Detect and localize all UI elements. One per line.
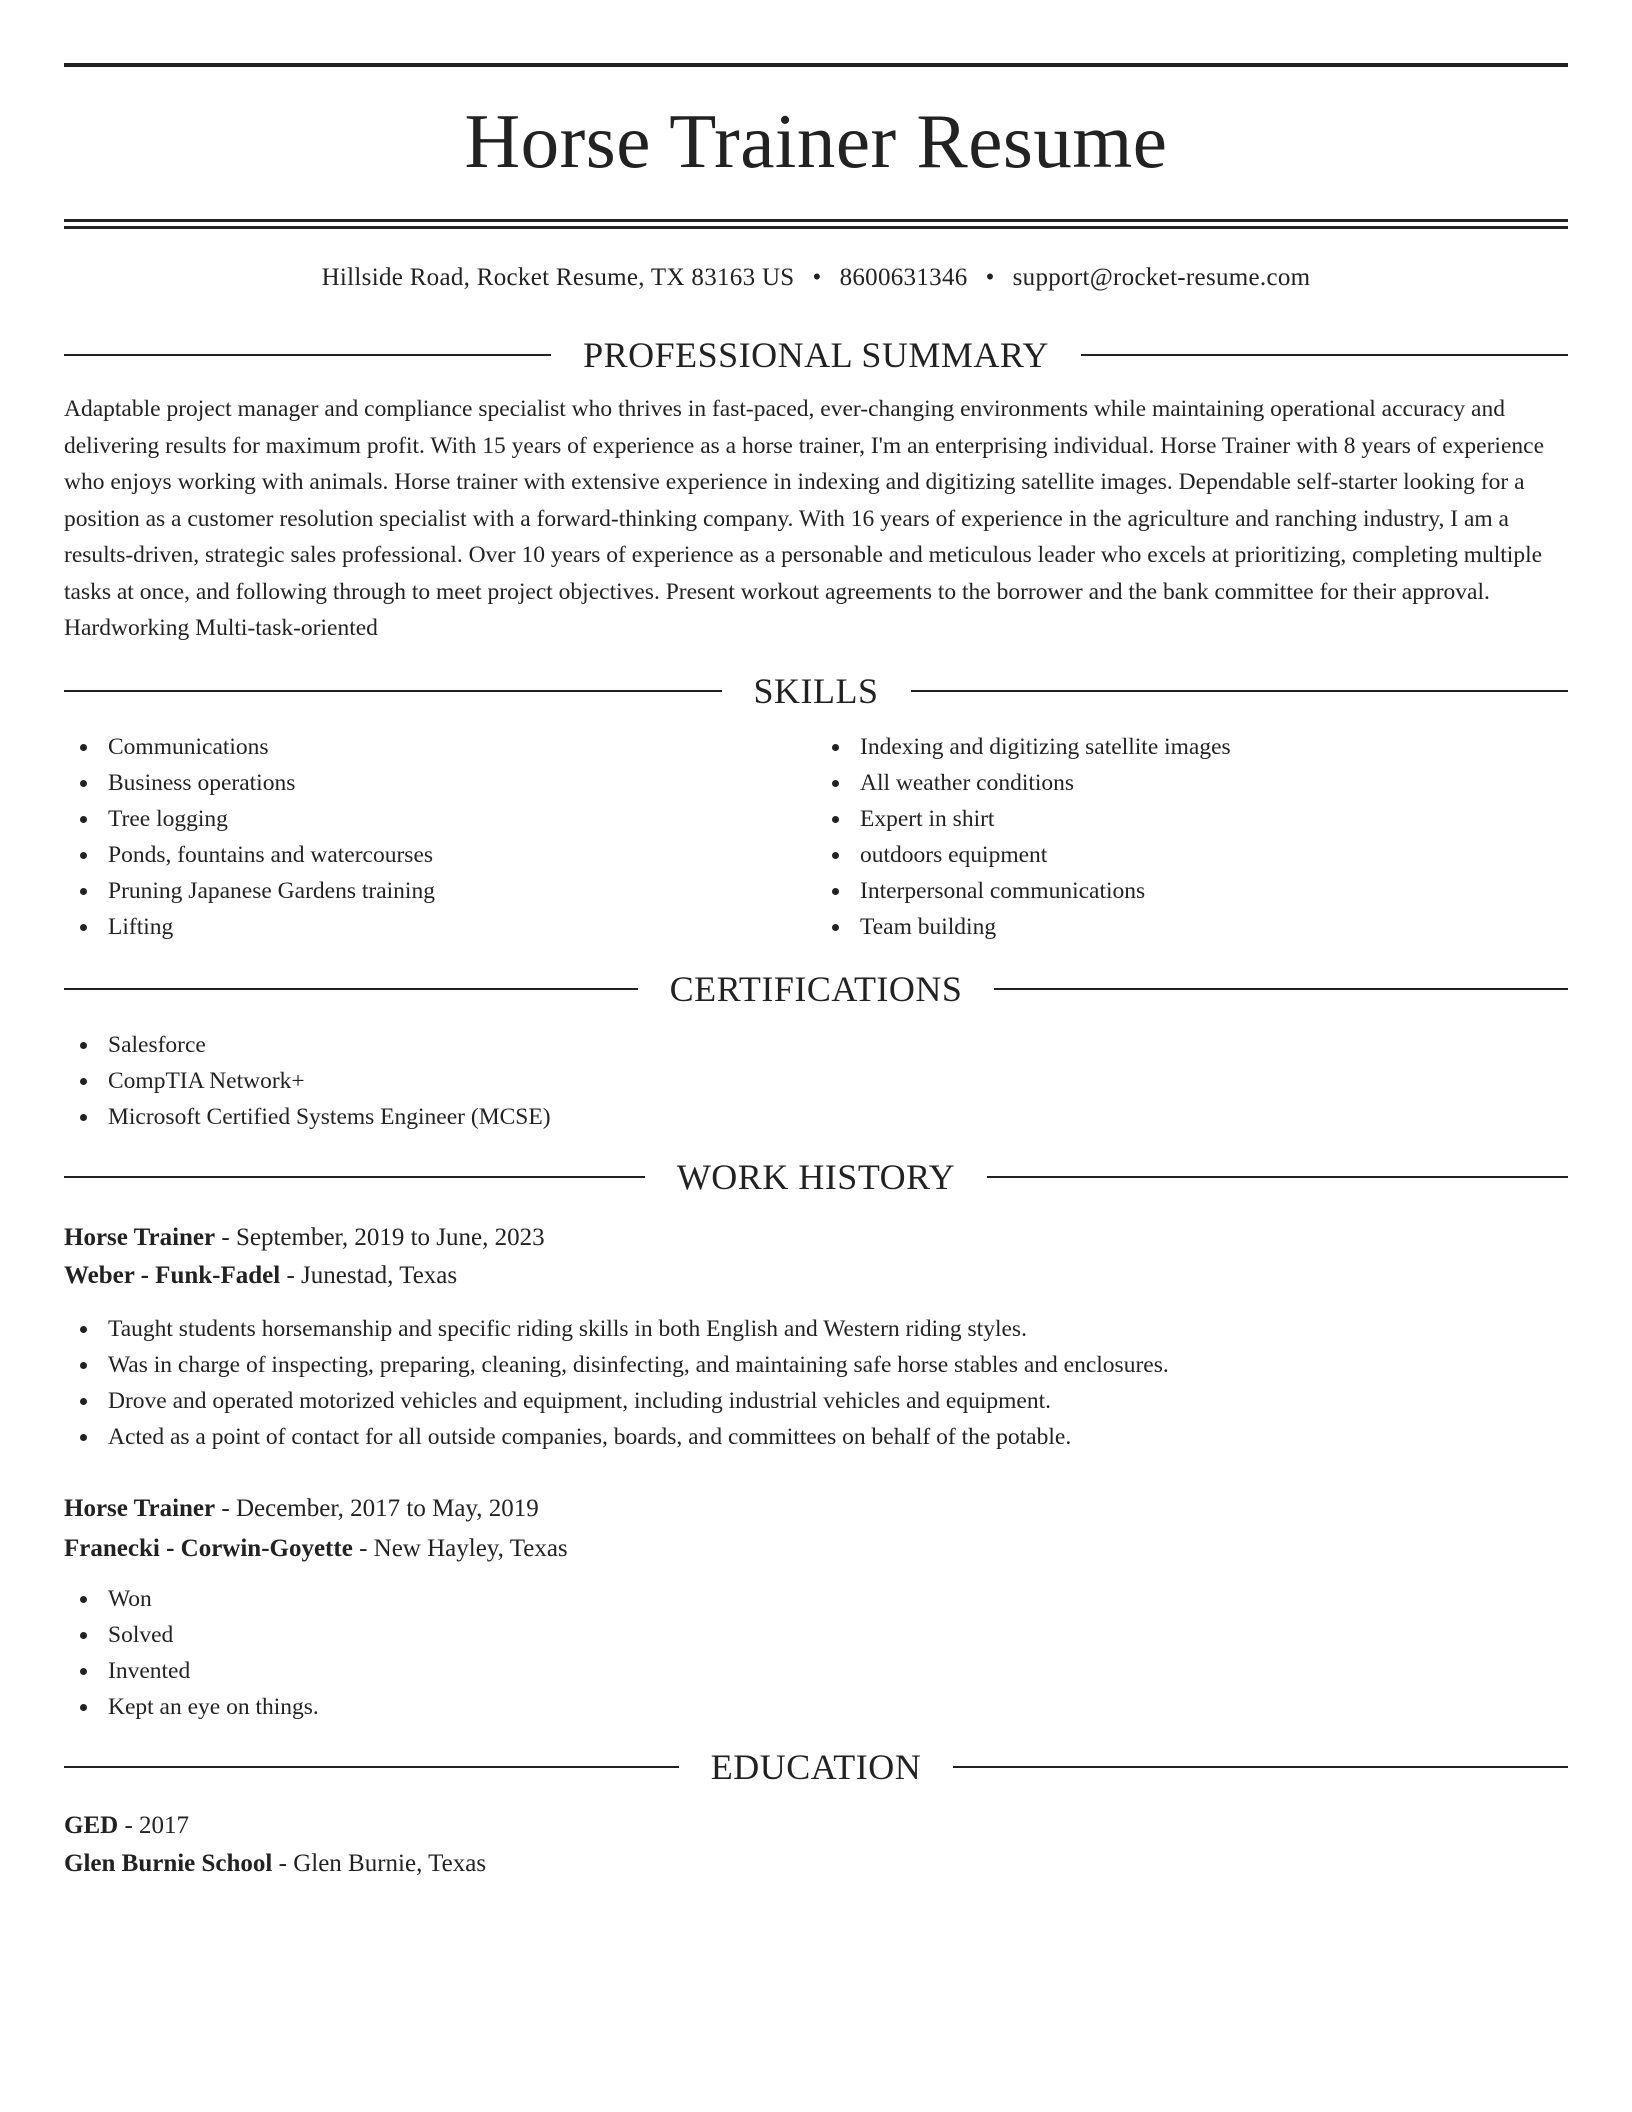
job-bullets [64, 1311, 1568, 1455]
section-rule [64, 1176, 645, 1178]
skill-item: Team building [816, 909, 1568, 945]
job-dates: - December, 2017 to May, 2019 [215, 1494, 539, 1522]
education-school-line [64, 1845, 1568, 1883]
skills-list-left [64, 729, 816, 945]
job-title: Horse Trainer [64, 1494, 216, 1522]
job-bullet: Was in charge of inspecting, preparing, cleaning, disinfecting, and maintaining safe horse stables and enclosures. [64, 1347, 1568, 1383]
section-rule [64, 988, 638, 990]
contact-separator: • [985, 264, 995, 291]
certification-item: Salesforce [64, 1027, 1568, 1063]
skill-item: Ponds, fountains and watercourses [64, 837, 816, 873]
section-rule [64, 690, 722, 692]
section-title-summary: PROFESSIONAL SUMMARY [583, 335, 1049, 375]
job-bullets [64, 1581, 1568, 1725]
contact-phone: 8600631346 [839, 264, 968, 291]
section-rule [994, 988, 1568, 990]
job-bullet: Kept an eye on things. [64, 1689, 1568, 1725]
title-double-rule [64, 219, 1568, 229]
skill-item: Tree logging [64, 801, 816, 837]
skill-item: Lifting [64, 909, 816, 945]
education-location: - Glen Burnie, Texas [272, 1849, 487, 1877]
job-title-line [64, 1219, 1568, 1257]
contact-separator: • [812, 264, 822, 291]
skills-list-right [816, 729, 1568, 945]
job-location: - Junestad, Texas [280, 1261, 458, 1289]
job-company: Weber - Funk-Fadel [64, 1261, 281, 1289]
section-rule [911, 690, 1569, 692]
education-degree: GED [64, 1811, 119, 1839]
skill-item: Business operations [64, 765, 816, 801]
section-title-skills: SKILLS [753, 670, 879, 711]
section-title-education: EDUCATION [710, 1746, 922, 1787]
section-header-education [64, 1743, 1568, 1791]
job-bullet: Drove and operated motorized vehicles and equipment, including industrial vehicles and equipment. [64, 1383, 1568, 1419]
summary-text: Adaptable project manager and compliance specialist who thrives in fast-paced, ever-changing environments while maintaining operational accuracy and delivering results for maximum profit. With 15 years of experience as a horse trainer, I'm an enterprising individual. Horse Trainer with 8 years of experience who enjoys working with animals. Horse trainer with extensive experience in indexing and digitizing satellite images. Dependable self-starter looking for a position as a customer resolution specialist with a forward-thinking company. With 16 years of experience in the agriculture and ranching industry, I am a results-driven, strategic sales professional. Over 10 years of experience as a personable and meticulous leader who excels at prioritizing, completing multiple tasks at once, and following through to meet project objectives. Present workout agreements to the borrower and the bank committee for their approval. Hardworking Multi-task-oriented [64, 396, 1545, 641]
section-header-summary [64, 331, 1568, 379]
job-company: Franecki - Corwin-Goyette [64, 1534, 353, 1562]
job-bullet: Solved [64, 1617, 1568, 1653]
job-title-line [64, 1489, 1568, 1529]
section-rule [987, 1176, 1568, 1178]
skill-item: Expert in shirt [816, 801, 1568, 837]
job-bullet: Invented [64, 1653, 1568, 1689]
education-year: - 2017 [118, 1811, 190, 1839]
skill-item: All weather conditions [816, 765, 1568, 801]
skill-item: Pruning Japanese Gardens training [64, 873, 816, 909]
skill-item: Interpersonal communications [816, 873, 1568, 909]
certifications-list [64, 1027, 1568, 1135]
education-entry [64, 1807, 1568, 1883]
section-title-certifications: CERTIFICATIONS [669, 968, 963, 1009]
top-rule [64, 63, 1568, 67]
certification-item: Microsoft Certified Systems Engineer (MCSE) [64, 1099, 1568, 1135]
section-header-certifications [64, 965, 1568, 1013]
certification-item: CompTIA Network+ [64, 1063, 1568, 1099]
skill-item: Indexing and digitizing satellite images [816, 729, 1568, 765]
job-company-line [64, 1529, 1568, 1569]
skills-grid [64, 729, 1568, 945]
resume-title: Horse Trainer Resume [464, 98, 1168, 184]
job-bullet: Taught students horsemanship and specific riding skills in both English and Western riding styles. [64, 1311, 1568, 1347]
section-header-skills [64, 667, 1568, 715]
contact-address: Hillside Road, Rocket Resume, TX 83163 US [321, 264, 795, 291]
education-degree-line [64, 1807, 1568, 1845]
section-rule [1081, 354, 1568, 356]
job-bullet: Acted as a point of contact for all outside companies, boards, and committees on behalf of the potable. [64, 1419, 1568, 1455]
job-entry [64, 1489, 1568, 1725]
job-company-line [64, 1257, 1568, 1295]
contact-line [64, 261, 1568, 295]
section-title-work: WORK HISTORY [676, 1156, 956, 1197]
education-school: Glen Burnie School [64, 1849, 273, 1877]
section-header-work [64, 1153, 1568, 1201]
job-location: - New Hayley, Texas [352, 1534, 568, 1562]
job-title: Horse Trainer [64, 1223, 216, 1251]
skill-item: outdoors equipment [816, 837, 1568, 873]
job-dates: - September, 2019 to June, 2023 [215, 1223, 545, 1251]
skill-item: Communications [64, 729, 816, 765]
contact-email: support@rocket-resume.com [1012, 264, 1311, 291]
job-entry [64, 1219, 1568, 1455]
section-rule [64, 1766, 679, 1768]
section-rule [953, 1766, 1568, 1768]
job-bullet: Won [64, 1581, 1568, 1617]
section-rule [64, 354, 551, 356]
